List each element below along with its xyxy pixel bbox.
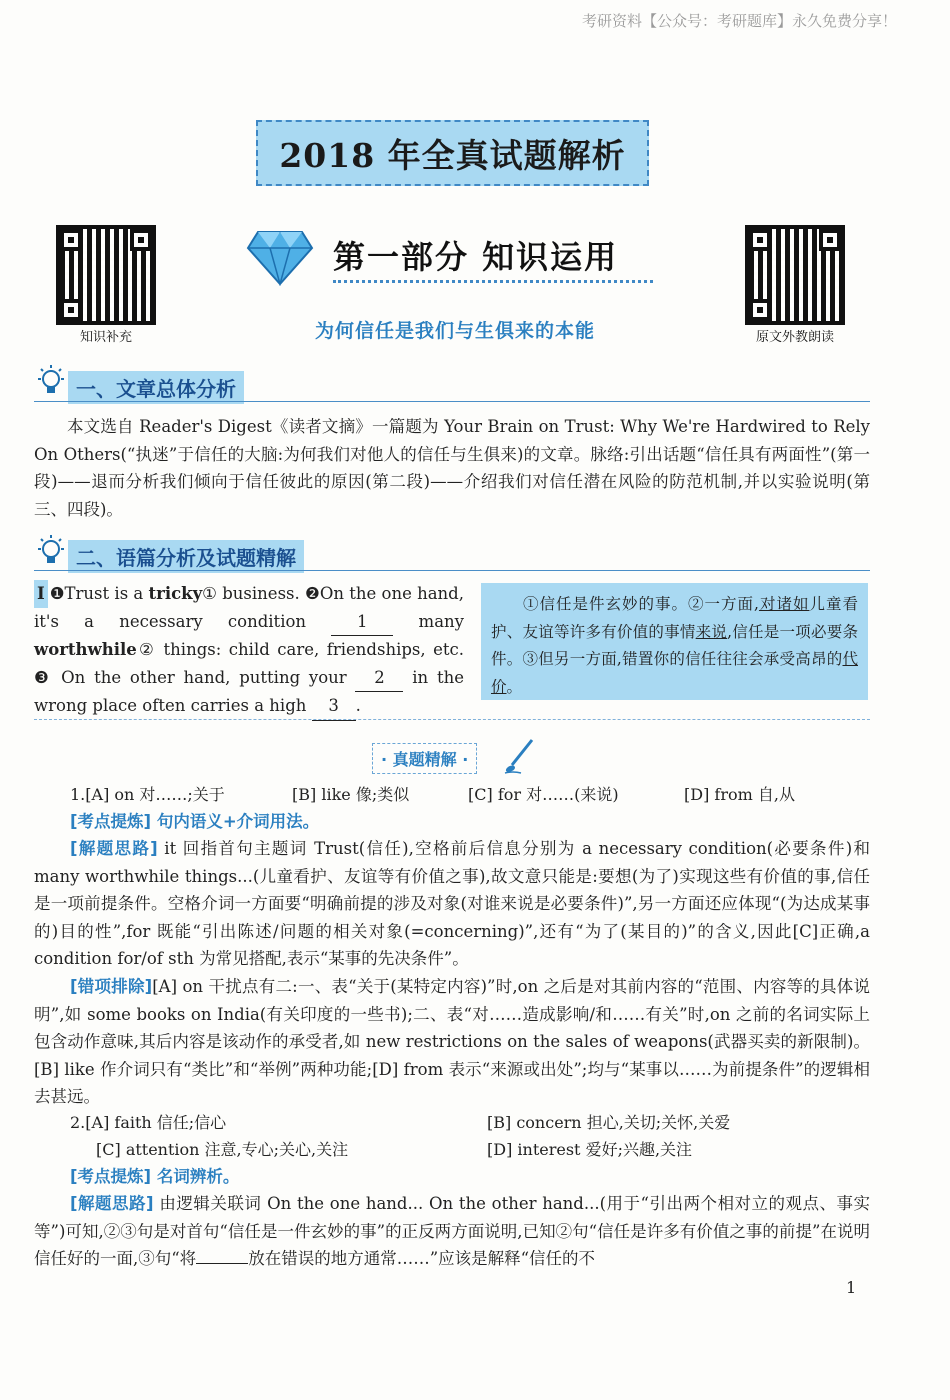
translation-text: 儿童看护、友谊等许多有价值的事情	[491, 595, 858, 641]
section-1-heading: 一、文章总体分析	[68, 371, 244, 404]
translation-underline: 对诸如	[758, 595, 810, 613]
passage-keyword: tricky	[148, 584, 203, 603]
zhenti-label: · 真题精解 ·	[372, 743, 477, 774]
translation-text: ①信任是件玄妙的事。②一方面,	[522, 595, 759, 613]
q2-option-c[interactable]: [C] attention 注意,专心;关心,关注	[96, 1140, 349, 1159]
lightbulb-icon	[34, 364, 68, 398]
section-1-rule	[34, 401, 870, 402]
translation-underline: 代价	[491, 650, 858, 696]
overview-paragraph: 本文选自 Reader's Digest《读者文摘》一篇题为 Your Brain on Trust: Why We're Hardwired to Rely On Others(“执迷”于信任的大脑:为何我们对他人的信任与生俱来)的文章。脉络:引出话题“信任具有两面性”(第一段)——退而分析我们倾向于信任彼此的原因(第二段)——介绍我们对信任潜在风险的防范机制,并以实验说明(第三、四段)。	[34, 417, 870, 519]
kaodian-tag: [考点提炼]	[70, 812, 152, 831]
blank-2[interactable]: 2	[355, 664, 403, 693]
qr-code-right[interactable]	[745, 225, 845, 325]
section-2-heading: 二、语篇分析及试题精解	[68, 540, 304, 573]
q1-option-b[interactable]: [B] like 像;类似	[292, 785, 410, 804]
page-title: 2018 年全真试题解析	[279, 135, 626, 175]
q1-cuoxiang	[34, 973, 870, 1111]
translation-box	[481, 583, 868, 700]
q2-option-a[interactable]: 2.[A] faith 信任;信心	[70, 1113, 227, 1132]
passage-divider	[34, 719, 870, 720]
blank-1[interactable]: 1	[331, 608, 393, 637]
q1-kaodian	[70, 808, 870, 836]
pen-icon	[502, 737, 536, 775]
q1-option-c[interactable]: [C] for 对……(来说)	[468, 785, 619, 804]
jieti-tag: [解题思路]	[70, 1194, 154, 1213]
paragraph-number: Ⅰ	[34, 580, 48, 608]
qr-left-label: 知识补充	[79, 330, 132, 345]
cuoxiang-text: [A] on 干扰点有二:一、表“关于(某特定内容)”时,on 之后是对其前内容的“范围、内容等的具体说明”,如 some books on India(有关印度的一些书);二、表“对……造成影响/和……有关”时,on 之前的名词实际上包含动作意味,其后内容是该动作的承受者,如 new restrictions on the sales of weapons(武器买卖的新限制)。[B] like 作介词只有“类比”和“举例”两种功能;[D] from 表示“来源或出处”;均与“某事以……为前提条件”的逻辑相去甚远。	[34, 977, 870, 1106]
qr-right-label: 原文外教朗读	[755, 330, 834, 345]
passage-text: .	[355, 696, 361, 715]
kaodian-tag: [考点提炼]	[70, 1167, 152, 1186]
section-2-rule	[34, 570, 870, 571]
q1-option-a[interactable]: 1.[A] on 对……;关于	[70, 785, 225, 804]
q2-jieti	[34, 1190, 870, 1273]
passage-text: in the wrong place often carries a high	[34, 667, 464, 715]
q2-option-d[interactable]: [D] interest 爱好;兴趣,关注	[487, 1140, 693, 1159]
blank-3[interactable]: 3	[312, 692, 356, 721]
part-title: 第一部分 知识运用	[333, 238, 619, 276]
jieti-text: 由逻辑关联词 On the one hand... On the other hand...(用于“引出两个相对立的观点、事实等”)可知,②③句是对首句“信任是一件玄妙的事”的正反两方面说明,已知②句“信任是许多有价值之事的前提”在说明信任好的一面,③句“将	[34, 1194, 870, 1268]
q2-kaodian	[70, 1163, 870, 1191]
q2-option-b[interactable]: [B] concern 担心,关切;关怀,关爱	[487, 1113, 731, 1132]
dotted-divider	[333, 280, 653, 283]
passage-text: ① business. ❷On the one hand, it's a necessary condition	[34, 584, 464, 631]
kaodian-text: 句内语义+介词用法。	[151, 812, 320, 831]
page-title-box	[256, 120, 649, 186]
kaodian-text: 名词辨析。	[151, 1167, 240, 1186]
diamond-icon	[246, 228, 314, 286]
translation-text: 。	[506, 677, 523, 696]
article-subtitle: 为何信任是我们与生俱来的本能	[314, 320, 595, 342]
cuoxiang-tag: [错项排除]	[70, 977, 153, 996]
lightbulb-icon	[34, 534, 68, 568]
passage-text: ② things: child care, friendships, etc. ❸ On the other hand, putting your	[34, 640, 464, 687]
page-number: 1	[846, 1278, 857, 1297]
jieti-text: 放在错误的地方通常……”应该是解释“信任的不	[248, 1249, 596, 1268]
inline-blank	[196, 1263, 248, 1264]
q1-jieti	[34, 835, 870, 973]
translation-underline: 来说	[695, 622, 728, 641]
jieti-tag: [解题思路]	[70, 839, 158, 858]
passage-text: ❶Trust is a	[49, 584, 149, 603]
watermark-text: 考研资料【公众号：考研题库】永久免费分享！	[582, 12, 898, 30]
translation-text: ,信任是一项必要条件。③但另一方面,错置你的信任往往会承受高昂的	[491, 622, 858, 668]
jieti-text: it 回指首句主题词 Trust(信任),空格前后信息分别为 a necessary condition(必要条件)和 many worthwhile things...(儿童看护、友谊等有价值之事),故文意只能是:要想(为了)实现这些有价值的事,信任是一项前提条件。空格介词一方面要“明确前提的涉及对象(对谁来说是必要条件)”,另一方面还应体现“(为达成某事的)目的性”,for 既能“引出陈述/问题的相关对象(=concerning)”,还有“为了(某目的)”的含义,因此[C]正确,a condition for/of sth 为常见搭配,表示“某事的先决条件”。	[34, 839, 870, 968]
q1-option-d[interactable]: [D] from 自,从	[684, 785, 795, 804]
passage-text: many	[393, 611, 464, 631]
qr-code-left[interactable]	[56, 225, 156, 325]
passage-keyword: worthwhile	[34, 640, 137, 659]
passage-paragraph	[34, 580, 464, 721]
